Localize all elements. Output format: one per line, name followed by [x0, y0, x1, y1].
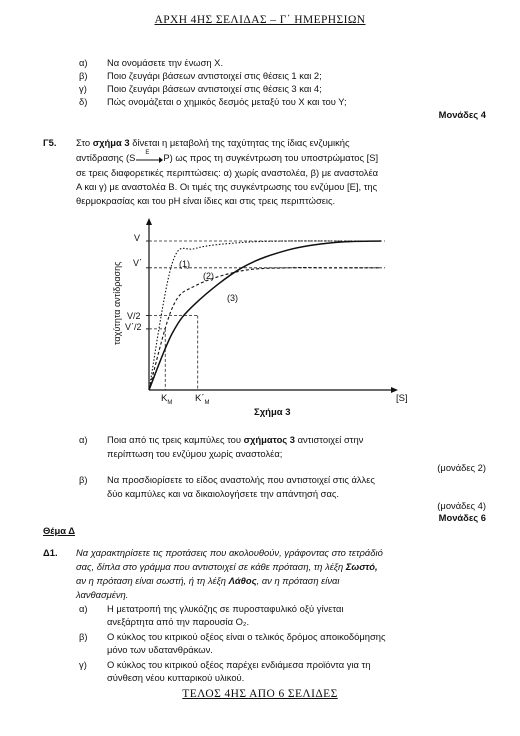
curve-label: (3) [227, 293, 238, 303]
paragraph-line: Να χαρακτηρίσετε τις προτάσεις που ακολουθούν, γράφοντας στο τετράδιό [76, 547, 383, 558]
y-tick-label: V [134, 233, 141, 243]
section-title: Θέμα Δ [43, 525, 76, 536]
enzyme-kinetics-chart [95, 215, 425, 425]
reaction-arrow-icon: E [135, 154, 163, 163]
y-axis-label: ταχύτητα αντίδρασης [112, 261, 122, 345]
list-item-text: περίπτωση του ενζύμου χωρίς αναστολέα; [107, 448, 283, 459]
question-number: Δ1. [43, 547, 58, 558]
list-item-text: Πώς ονομάζεται ο χημικός δεσμός μεταξύ του Χ και του Υ; [107, 96, 347, 107]
list-item: β) [79, 631, 88, 642]
curve-label: (2) [203, 271, 214, 281]
y-tick-label: V΄/2 [125, 322, 142, 332]
page-header: ΑΡΧΗ 4ΗΣ ΣΕΛΙΔΑΣ – Γ΄ ΗΜΕΡΗΣΙΩΝ [154, 14, 366, 26]
paragraph-line: θερμοκρασίας και του pH είναι ίδιες και στις τρεις περιπτώσεις. [76, 195, 336, 206]
marks-label: (μονάδες 4) [437, 500, 486, 511]
list-item: α) [79, 57, 88, 68]
list-item: δ) [79, 96, 88, 107]
list-item-text: Ποια από τις τρεις καμπύλες του σχήματος 3 αντιστοιχεί στην [107, 434, 364, 445]
paragraph-line: Στο σχήμα 3 δίνεται η μεταβολή της ταχύτητας της ίδιας ενζυμικής [76, 137, 350, 148]
y-tick-label: V/2 [127, 311, 141, 321]
page-footer: ΤΕΛΟΣ 4ΗΣ ΑΠΟ 6 ΣΕΛΙΔΕΣ [182, 688, 338, 700]
list-item: γ) [79, 659, 87, 670]
question-number: Γ5. [43, 137, 57, 148]
marks-label: Μονάδες 4 [438, 109, 486, 120]
list-item-text: δύο καμπύλες και να δικαιολογήσετε την απάντησή σας. [107, 488, 339, 499]
list-item-text: Ο κύκλος του κιτρικού οξέος είναι ο τελικός δρόμος αποικοδόμησης [107, 631, 386, 642]
x-tick-label: $K_M$ [161, 393, 173, 406]
list-item-text: Να ονομάσετε την ένωση Χ. [107, 57, 224, 68]
marks-label: (μονάδες 2) [437, 462, 486, 473]
paragraph-line: αντίδρασης (S E P) ως προς τη συγκέντρωση του υποστρώματος [S] [76, 150, 379, 163]
marks-label: Μονάδες 6 [438, 512, 486, 523]
list-item-text: Ποιο ζευγάρι βάσεων αντιστοιχεί στις θέσεις 1 και 2; [107, 70, 322, 81]
figure-caption: Σχήμα 3 [254, 407, 291, 418]
list-item-text: μόνο των υδατανθράκων. [107, 644, 213, 655]
x-tick-label: $K΄_M$ [195, 393, 210, 406]
paragraph-line: λανθασμένη. [76, 589, 129, 600]
paragraph-line: σε τρεις διαφορετικές περιπτώσεις: α) χωρίς αναστολέα, β) με αναστολέα [76, 167, 379, 178]
x-axis-label: [S] [396, 393, 408, 404]
list-item-text: σύνθεση νέου κυτταρικού υλικού. [107, 672, 245, 683]
list-item: γ) [79, 83, 87, 94]
curve-label: (1) [179, 259, 190, 269]
y-tick-label: V΄ [133, 258, 142, 268]
paragraph-line: σας, δίπλα στο γράμμα που αντιστοιχεί σε κάθε πρόταση, τη λέξη Σωστό, [76, 561, 378, 572]
y-axis-arrow-icon [146, 218, 152, 225]
list-item-text: ανεξάρτητα από την παρουσία Ο₂. [107, 616, 250, 627]
paragraph-line: Α και γ) με αναστολέα Β. Οι τιμές της συγκέντρωσης του ενζύμου [Ε], της [76, 181, 378, 192]
list-item: β) [79, 70, 88, 81]
list-item-text: Να προσδιορίσετε το είδος αναστολής που αντιστοιχεί στις άλλες [107, 474, 375, 485]
list-item-text: Η μετατροπή της γλυκόζης σε πυροσταφυλικό οξύ γίνεται [107, 603, 344, 614]
curve-2 [149, 268, 381, 390]
paragraph-line: αν η πρόταση είναι σωστή, ή τη λέξη Λάθος, αν η πρόταση είναι [76, 575, 340, 586]
list-item: α) [79, 434, 88, 445]
list-item-text: Ο κύκλος του κιτρικού οξέος παρέχει ενδιάμεσα προϊόντα για τη [107, 659, 371, 670]
list-item: β) [79, 474, 88, 485]
list-item: α) [79, 603, 88, 614]
list-item-text: Ποιο ζευγάρι βάσεων αντιστοιχεί στις θέσεις 3 και 4; [107, 83, 322, 94]
